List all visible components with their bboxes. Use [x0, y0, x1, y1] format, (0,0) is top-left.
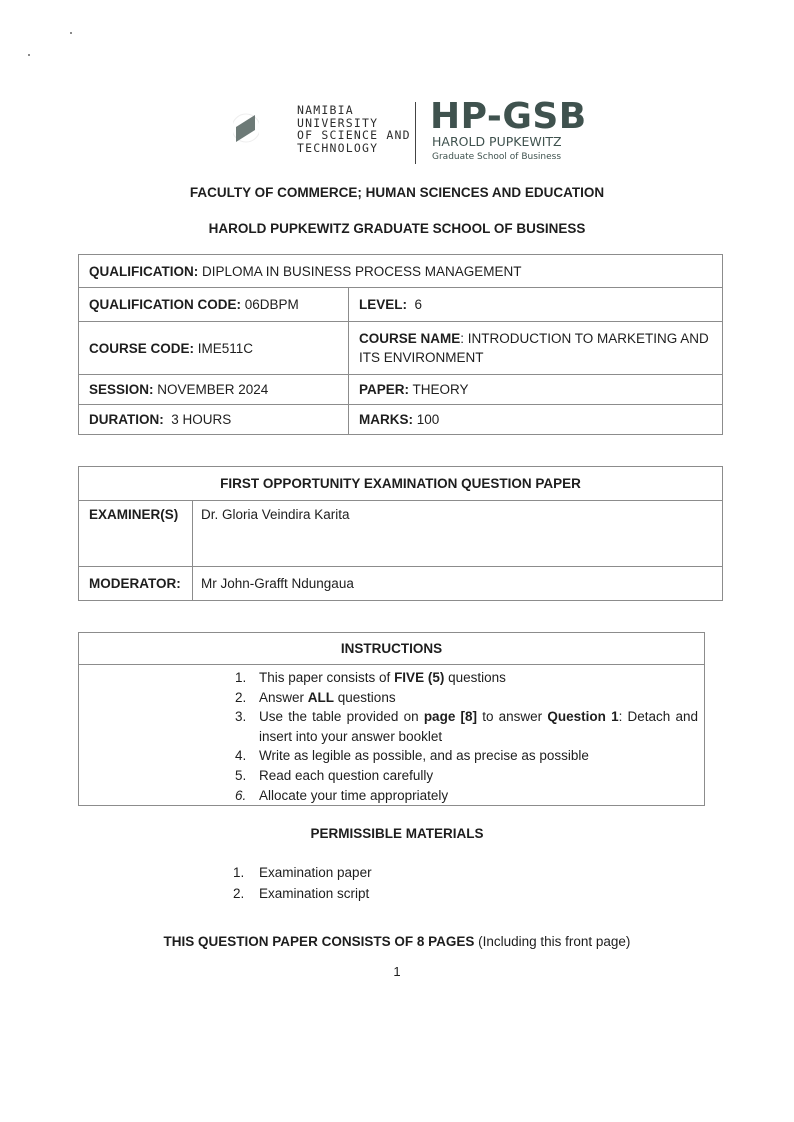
- duration-value: 3 HOURS: [163, 412, 232, 427]
- instruction-item: [235, 688, 698, 708]
- level-value: 6: [407, 297, 423, 312]
- table-row: [79, 322, 723, 375]
- hp-gsb-acronym: HP-GSB: [430, 96, 587, 137]
- item-text: : Detach and insert into your answer booklet: [259, 709, 699, 744]
- duration-label: DURATION:: [89, 412, 164, 427]
- qualification-code-cell: [79, 288, 349, 322]
- qualification-value: DIPLOMA IN BUSINESS PROCESS MANAGEMENT: [198, 263, 522, 279]
- paper-cell: [349, 375, 723, 405]
- instructions-table: [78, 632, 705, 806]
- marks-value: 100: [413, 412, 440, 427]
- page-number: 1: [393, 964, 401, 979]
- material-item: [233, 862, 372, 883]
- item-text: Examination script: [259, 886, 370, 901]
- nust-line: TECHNOLOGY: [297, 140, 379, 155]
- table-row: [79, 665, 705, 806]
- nust-line: OF SCIENCE AND: [297, 128, 411, 142]
- item-emphasis: Question 1: [547, 709, 619, 725]
- nust-line: NAMIBIA: [297, 103, 354, 117]
- exam-paper-title: FIRST OPPORTUNITY EXAMINATION QUESTION PAPER: [79, 467, 723, 501]
- course-name-value: : INTRODUCTION TO MARKETING AND ITS ENVIRONMENT: [359, 331, 709, 365]
- page-count-emphasis: THIS QUESTION PAPER CONSISTS OF 8 PAGES: [163, 934, 475, 949]
- item-number: 5.: [235, 767, 247, 783]
- course-code-cell: [79, 322, 349, 375]
- page-count-detail: (Including this front page): [474, 934, 631, 949]
- instruction-item: [235, 707, 698, 746]
- course-name-label: COURSE NAME: [359, 331, 461, 346]
- instructions-body: [79, 665, 705, 806]
- instruction-item: [235, 746, 698, 766]
- marks-label: MARKS:: [359, 412, 413, 427]
- nust-line: UNIVERSITY: [297, 115, 379, 130]
- course-code-value: IME511C: [194, 340, 254, 356]
- scan-speck: [28, 54, 30, 56]
- level-cell: [349, 288, 723, 322]
- item-text: Examination paper: [259, 865, 372, 880]
- table-row: [79, 633, 705, 665]
- moderator-value: Mr John-Grafft Ndungaua: [193, 567, 723, 601]
- course-details-table: [78, 254, 723, 435]
- session-cell: [79, 375, 349, 405]
- table-row: [79, 405, 723, 435]
- qualification-code-label: QUALIFICATION CODE:: [89, 297, 241, 312]
- item-text: Answer: [259, 689, 308, 705]
- instructions-list: [235, 668, 698, 805]
- item-emphasis: FIVE (5): [394, 670, 445, 685]
- session-label: SESSION:: [89, 382, 154, 397]
- table-row: [79, 467, 723, 501]
- qualification-code-value: 06DBPM: [241, 297, 299, 312]
- item-text: to answer: [477, 709, 548, 725]
- item-number: 1.: [233, 865, 245, 880]
- examiner-value: Dr. Gloria Veindira Karita: [193, 501, 723, 567]
- item-number: 1.: [235, 670, 247, 685]
- table-row: [79, 567, 723, 601]
- item-emphasis: ALL: [307, 689, 335, 705]
- item-number: 4.: [235, 748, 247, 764]
- material-item: [233, 883, 372, 904]
- duration-cell: [79, 405, 349, 435]
- item-text: Read each question carefully: [259, 767, 434, 783]
- instruction-item: [235, 766, 698, 786]
- item-text: questions: [444, 670, 506, 685]
- moderator-label: MODERATOR:: [79, 567, 193, 601]
- item-emphasis: page [8]: [423, 709, 478, 725]
- paper-label: PAPER:: [359, 382, 410, 397]
- instruction-item: [235, 786, 698, 806]
- examiner-table: [78, 466, 723, 601]
- item-text: Allocate your time appropriately: [259, 787, 449, 803]
- materials-heading: PERMISSIBLE MATERIALS: [310, 826, 484, 841]
- item-number: 6.: [235, 787, 247, 803]
- table-row: [79, 375, 723, 405]
- item-number: 2.: [233, 886, 245, 901]
- instruction-item: [235, 668, 698, 688]
- table-row: [79, 501, 723, 567]
- nust-emblem-icon: [233, 113, 259, 143]
- examiner-label: EXAMINER(S): [79, 501, 193, 567]
- course-code-label: COURSE CODE:: [89, 340, 195, 356]
- level-label: LEVEL:: [359, 297, 408, 312]
- qualification-cell: [79, 255, 723, 288]
- table-row: [79, 255, 723, 288]
- item-text: questions: [334, 689, 396, 705]
- session-value: NOVEMBER 2024: [153, 382, 269, 397]
- scan-speck: [70, 32, 72, 34]
- hp-gsb-tagline: Graduate School of Business: [432, 152, 562, 162]
- marks-cell: [349, 405, 723, 435]
- instructions-title: INSTRUCTIONS: [79, 633, 705, 665]
- school-heading: HAROLD PUPKEWITZ GRADUATE SCHOOL OF BUSINESS: [208, 221, 586, 236]
- item-number: 3.: [235, 709, 247, 725]
- logo-divider: [415, 102, 416, 164]
- materials-list: [233, 862, 372, 904]
- nust-wordmark: [297, 104, 411, 154]
- item-text: This paper consists of: [259, 670, 395, 685]
- faculty-heading: FACULTY OF COMMERCE; HUMAN SCIENCES AND EDUCATION: [189, 185, 605, 200]
- paper-value: THEORY: [409, 382, 469, 397]
- page-count-note: [0, 934, 794, 949]
- item-number: 2.: [235, 689, 247, 705]
- hp-gsb-name: HAROLD PUPKEWITZ: [432, 134, 562, 149]
- course-name-cell: [349, 322, 723, 375]
- table-row: [79, 288, 723, 322]
- item-text: Use the table provided on: [259, 709, 424, 725]
- item-text: Write as legible as possible, and as precise as possible: [259, 748, 589, 764]
- qualification-label: QUALIFICATION:: [89, 263, 199, 279]
